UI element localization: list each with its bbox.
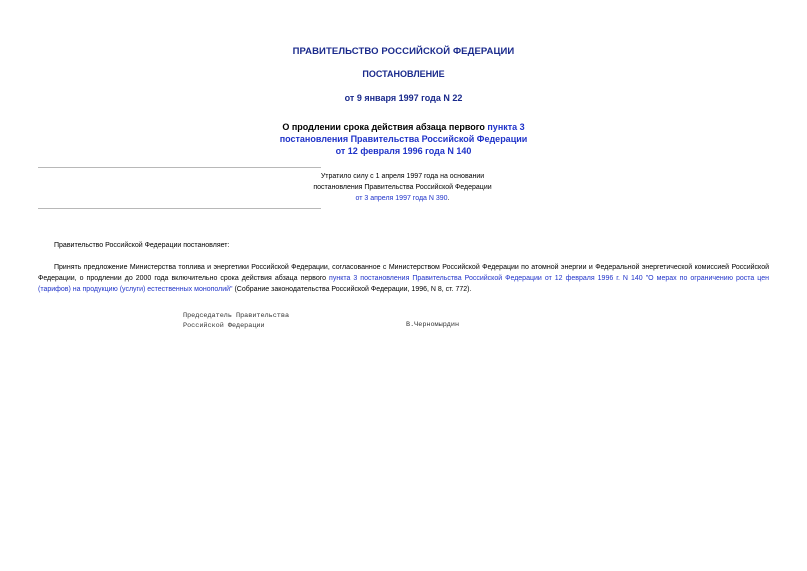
main-text-start: Принять предложение Министерства топлива и энергетики Российской Федерации, согласованное с Министерством Российской Федерации по атомной энергии и Федеральной энергетической комиссией Российской Федерации, о продлении до 2000 года включительно срока действия абзаца первого — [38, 264, 769, 282]
status-note-suffix: . — [447, 195, 450, 202]
main-paragraph-link[interactable]: пункта 3 постановления Правительства Российской Федерации от 12 февраля 1996 г. N 140 "О мерах по ограничению роста цен (тарифов) на продукцию (услуги) естественных монополий" — [38, 275, 769, 293]
top-divider — [38, 167, 321, 168]
title-link-line2[interactable]: постановления Правительства Российской Федерации — [279, 134, 528, 144]
signature-position-line1: Председатель Правительства — [183, 312, 290, 320]
status-note-link[interactable]: от 3 апреля 1997 года N 390 — [355, 195, 448, 202]
status-note — [290, 171, 515, 204]
main-text-end: (Собрание законодательства Российской Федерации, 1996, N 8, ст. 772). — [232, 286, 472, 293]
signature-position-line2: Российской Федерации — [183, 322, 265, 330]
title-prefix: О продлении срока действия абзаца первого — [282, 122, 488, 132]
document-date-number: от 9 января 1997 года N 22 — [344, 93, 463, 103]
status-note-line1: Утратило силу с 1 апреля 1997 года на основании — [320, 173, 485, 180]
main-paragraph — [38, 262, 769, 295]
bottom-divider — [38, 208, 321, 209]
government-heading: ПРАВИТЕЛЬСТВО РОССИЙСКОЙ ФЕДЕРАЦИИ — [292, 46, 515, 57]
document-title — [0, 121, 807, 157]
intro-paragraph: Правительство Российской Федерации постановляет: — [54, 242, 230, 249]
signature-position — [183, 311, 289, 331]
title-link-line1[interactable]: пункта 3 — [487, 122, 525, 132]
status-note-line2: постановления Правительства Российской Федерации — [313, 184, 492, 191]
signature-name: В.Черномырдин — [406, 321, 460, 329]
status-note-line3 — [290, 193, 515, 204]
title-link-line3[interactable]: от 12 февраля 1996 года N 140 — [335, 146, 472, 156]
document-type-heading: ПОСТАНОВЛЕНИЕ — [362, 69, 445, 79]
